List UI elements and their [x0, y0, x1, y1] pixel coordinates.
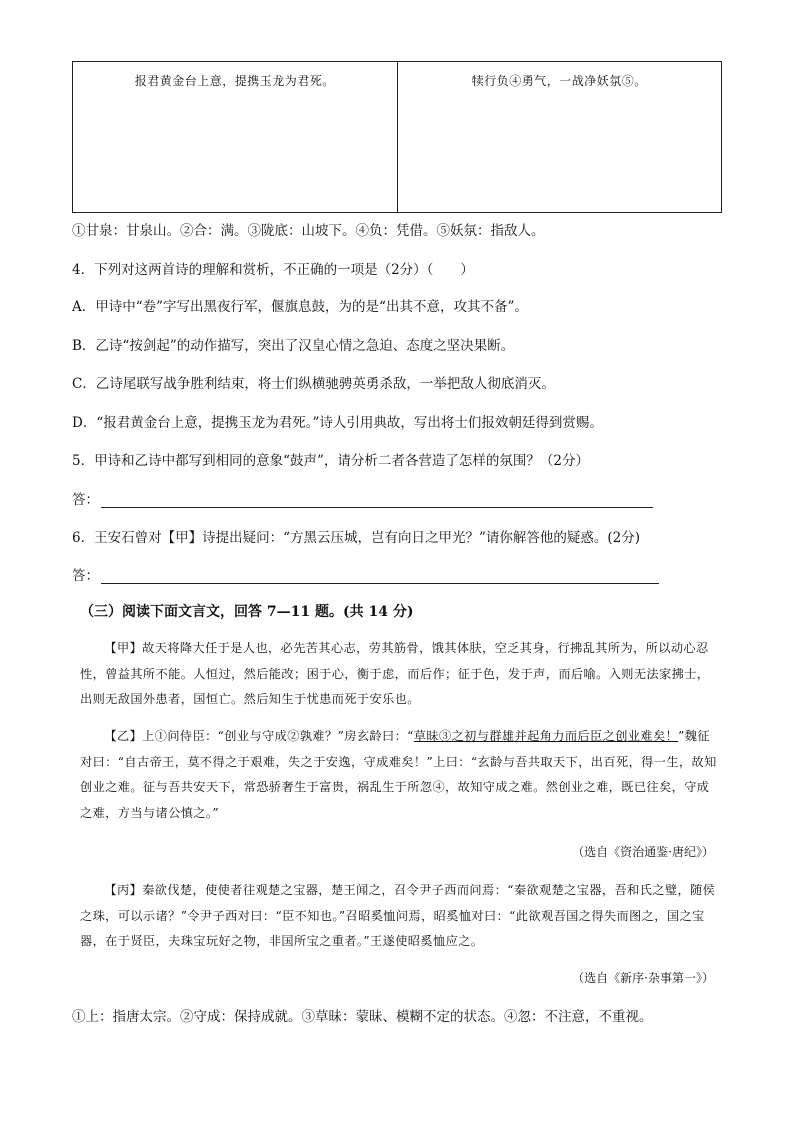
question-4-option-c: C．乙诗尾联写战争胜利结束，将士们纵横驰骋英勇杀敌，一举把敌人彻底消灭。 [72, 376, 555, 392]
passage-jia-text: 【甲】故天将降大任于是人也，必先苦其心志，劳其筋骨，饿其体肤，空乏其身，行拂乱其所为，所以动心忍性，曾益其所不能。人恒过，然后能改；困于心，衡于虑，而后作；征于色，发于声，而后喻。入则无法家拂士，出则无敌国外患者，国恒亡。然后知生于忧患而死于安乐也。 [80, 641, 710, 706]
passage-jia [80, 636, 717, 713]
source-yi: （选自《资治通鉴·唐纪》） [572, 845, 714, 859]
answer-blank[interactable] [101, 569, 659, 584]
answer-blank[interactable] [101, 493, 653, 508]
poem-notes: ①甘泉：甘泉山。②合：满。③陇底：山坡下。④负：凭借。⑤妖氛：指敌人。 [72, 223, 545, 239]
question-4-option-d: D．“报君黄金台上意，提携玉龙为君死。”诗人引用典故，写出将士们报效朝廷得到赏赐。 [72, 415, 603, 431]
passage-yi-part1: 【乙】上①问侍臣：“创业与守成②孰难？”房玄龄曰：“ [104, 729, 414, 743]
poem-table [72, 61, 722, 213]
question-4-option-a: A．甲诗中“卷”字写出黑夜行军，偃旗息鼓，为的是“出其不意，攻其不备”。 [72, 299, 528, 315]
poem-line-yi: 犊行负④勇气，一战净妖氛⑤。 [471, 74, 647, 88]
section-heading: （三）阅读下面文言文，回答 7—11 题。(共 14 分) [80, 604, 414, 620]
poem-cell-yi [397, 62, 722, 212]
poem-cell-jia [73, 62, 397, 212]
answer-label: 答： [72, 568, 99, 584]
passage-yi-text [80, 724, 717, 826]
source-bing: （选自《新序·杂事第一》） [572, 971, 714, 985]
passage-bing-text: 【丙】秦欲伐楚，使使者往观楚之宝器，楚王闻之，召令尹子西而问焉：“秦欲观楚之宝器，吾和氏之璧，随侯之珠，可以示诸？”令尹子西对曰：“臣不知也。”召昭奚恤问焉，昭奚恤对曰：“此欲观吾国之得失而图之，国之宝器，在于贤臣，夫珠宝玩好之物，非国所宝之重者。”王遂使昭奚恤应之。 [80, 883, 716, 948]
question-6-answer [72, 564, 659, 584]
passage-bing [80, 878, 717, 955]
passage-yi [80, 724, 717, 826]
passage-yi-part2: ”魏征对曰：“自古帝王，莫不得之于艰难，失之于安逸，守成难矣！”上曰：“玄龄与吾共取天下，出百死，得一生，故知创业之难。征与吾共安天下，常恐骄奢生于富贵，祸乱生于所忽④，故知守成之难。然创业之难，既已往矣，守成之难，方当与诸公慎之。” [80, 729, 717, 820]
underlined-sentence: 草昧③之初与群雄并起角力而后臣之创业难矣！ [413, 729, 679, 743]
question-6-stem: 6．王安石曾对【甲】诗提出疑问：“方黑云压城，岂有向日之甲光？”请你解答他的疑惑。(2分) [72, 530, 641, 546]
answer-label: 答： [72, 492, 99, 508]
question-5-stem: 5．甲诗和乙诗中都写到相同的意象“鼓声”，请分析二者各营造了怎样的氛围？（2分） [72, 453, 589, 469]
question-5-answer [72, 488, 653, 508]
poem-line-jia: 报君黄金台上意，提携玉龙为君死。 [134, 74, 335, 88]
question-4-stem: 4．下列对这两首诗的理解和赏析，不正确的一项是（2分）（ ） [72, 262, 474, 278]
question-4-option-b: B．乙诗“按剑起”的动作描写，突出了汉皇心情之急迫、态度之坚决果断。 [72, 338, 515, 354]
passage-notes: ①上：指唐太宗。②守成：保持成就。③草昧：蒙昧、模糊不定的状态。④忽：不注意，不重视。 [72, 1009, 653, 1025]
